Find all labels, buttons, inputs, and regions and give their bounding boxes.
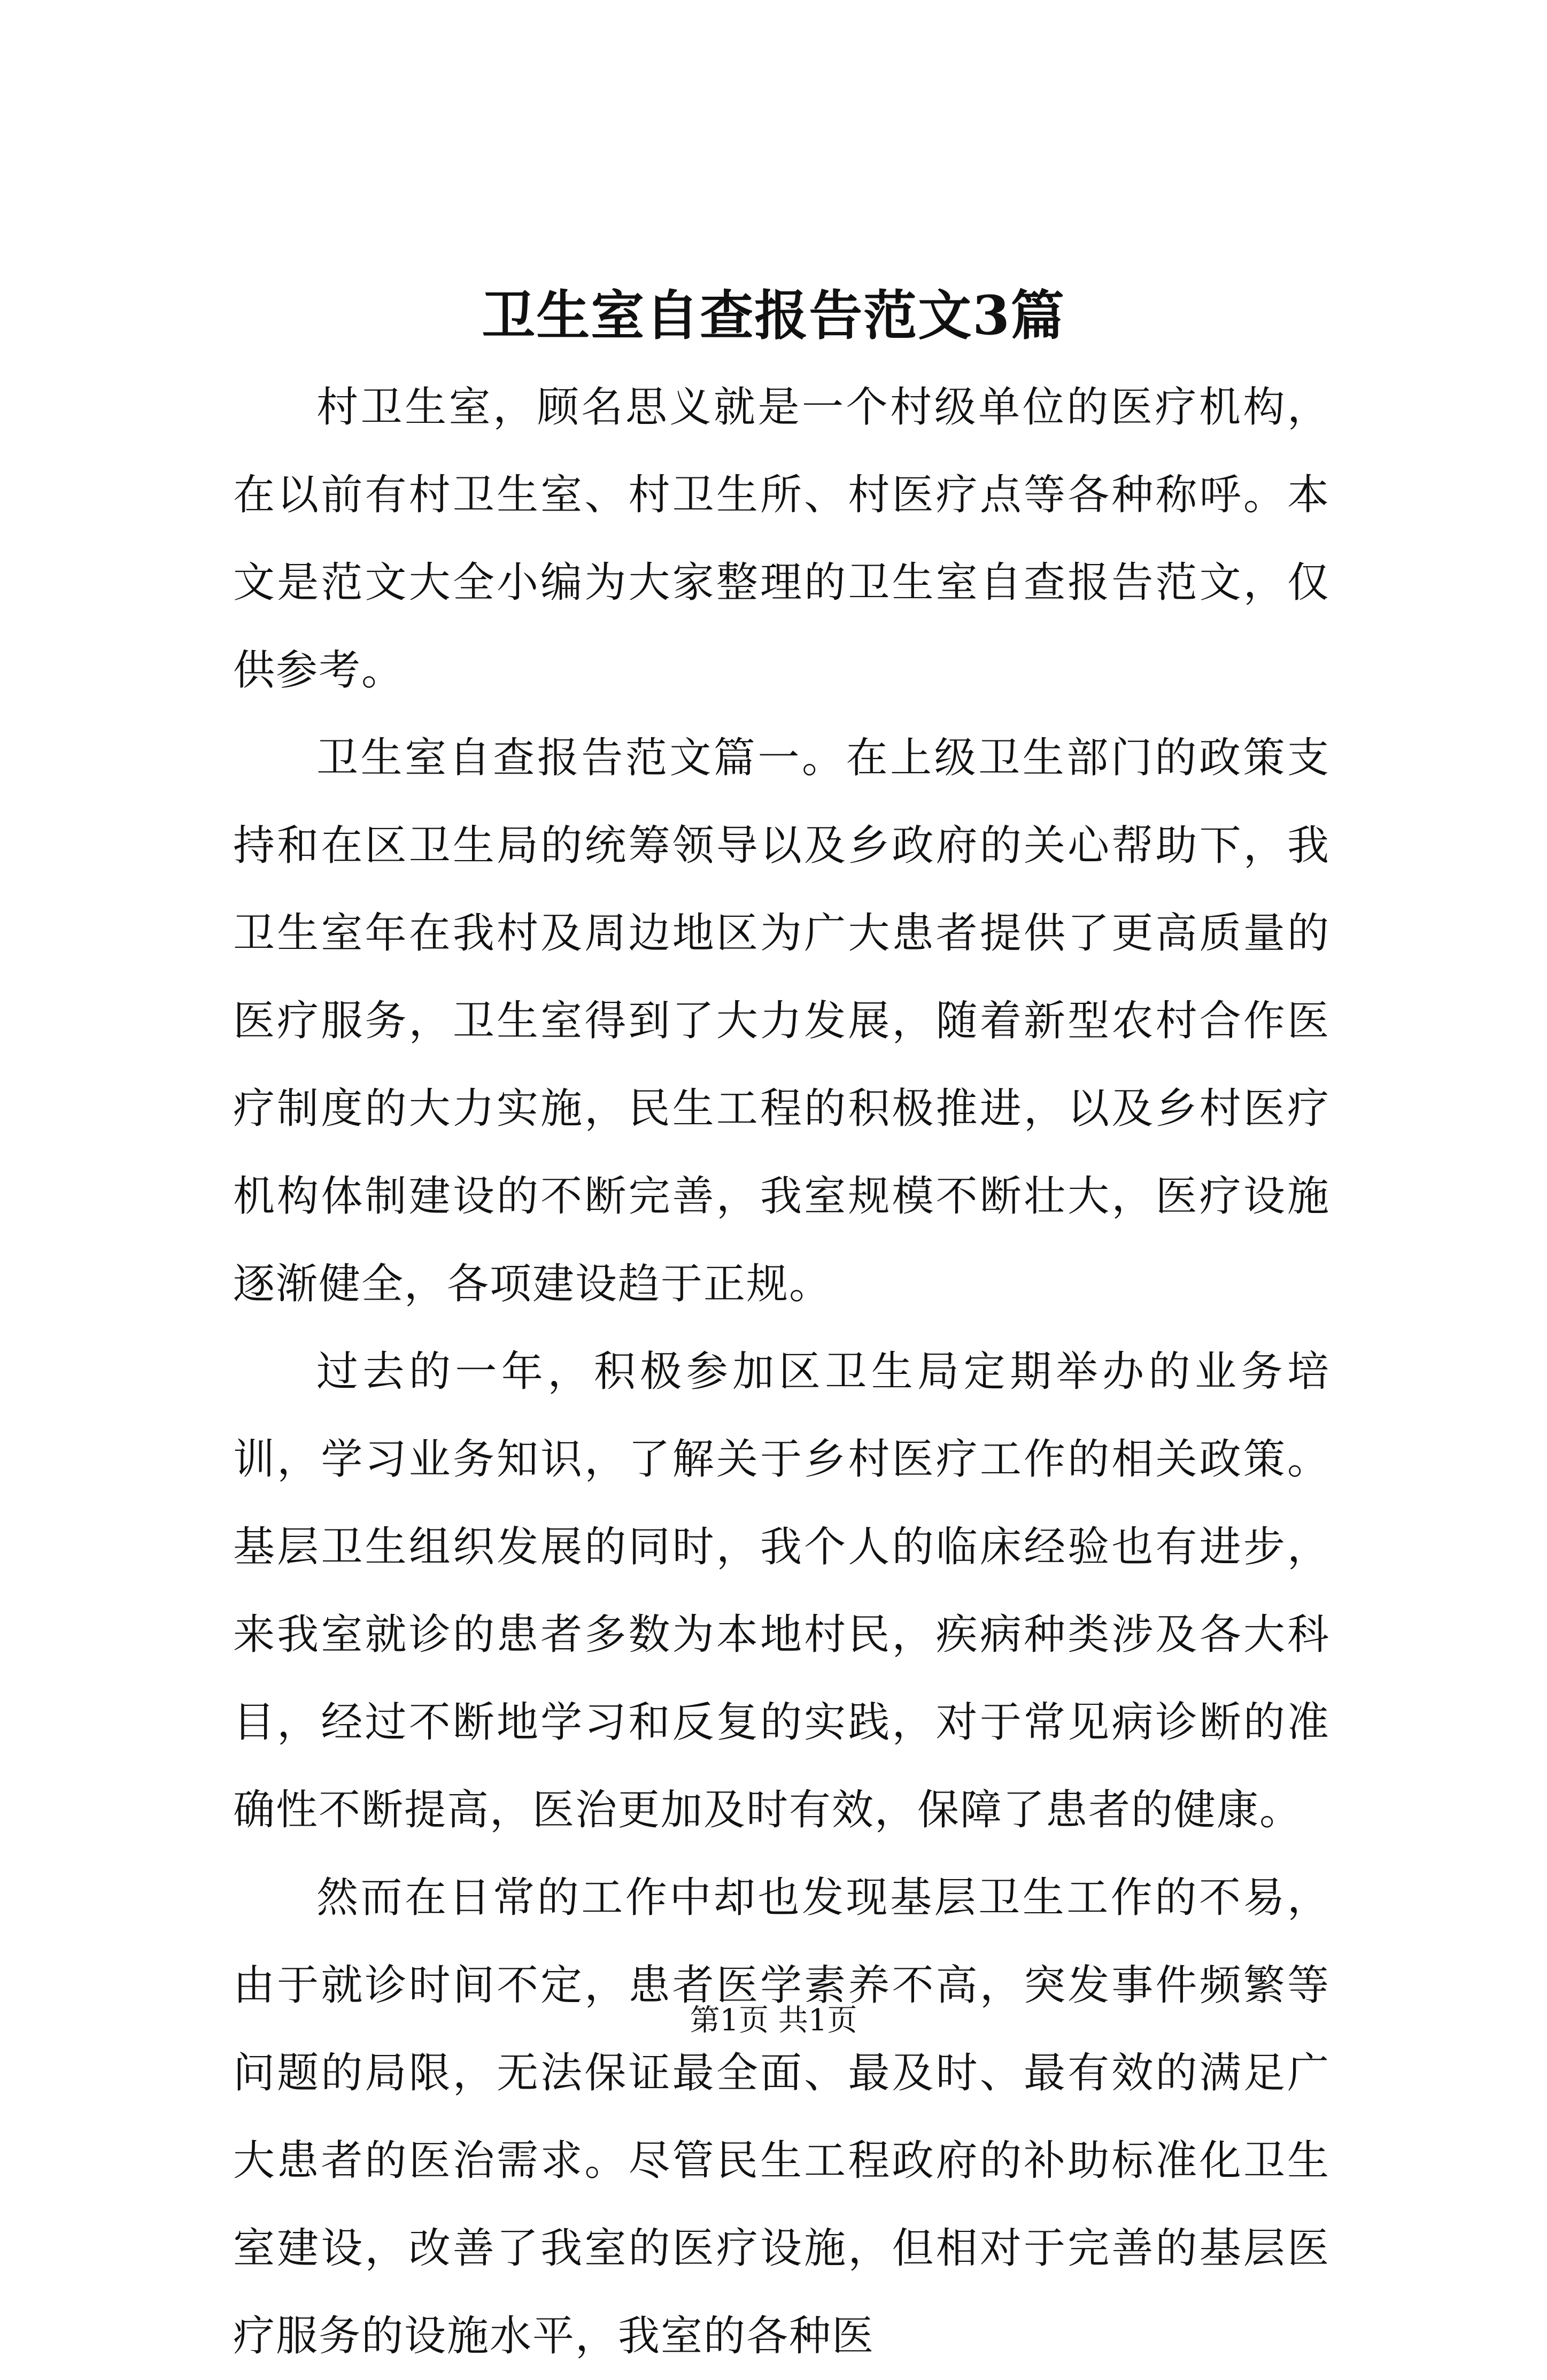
- document-body: [233, 364, 1330, 2380]
- page-footer: 第1页 共1页: [690, 2003, 857, 2038]
- paragraph-4: 然而在日常的工作中却也发现基层卫生工作的不易，由于就诊时间不定，患者医学素养不高，突发事件频繁等问题的局限，无法保证最全面、最及时、最有效的满足广大患者的医治需求。尽管民生工程政府的补助标准化卫生室建设，改善了我室的医疗设施，但相对于完善的基层医疗服务的设施水平，我室的各种医: [233, 1874, 1330, 2360]
- document-title: 卫生室自查报告范文3篇: [482, 284, 1065, 347]
- paragraph-3: 过去的一年，积极参加区卫生局定期举办的业务培训，学习业务知识，了解关于乡村医疗工作的相关政策。基层卫生组织发展的同时，我个人的临床经验也有进步，来我室就诊的患者多数为本地村民，疾病种类涉及各大科目，经过不断地学习和反复的实践，对于常见病诊断的准确性不断提高，医治更加及时有效，保障了患者的健康。: [233, 1348, 1330, 1834]
- paragraph-1: 村卫生室，顾名思义就是一个村级单位的医疗机构，在以前有村卫生室、村卫生所、村医疗点等各种称呼。本文是范文大全小编为大家整理的卫生室自查报告范文，仅供参考。: [233, 383, 1330, 694]
- paragraph-2: 卫生室自查报告范文篇一。在上级卫生部门的政策支持和在区卫生局的统筹领导以及乡政府的关心帮助下，我卫生室年在我村及周边地区为广大患者提供了更高质量的医疗服务，卫生室得到了大力发展，随着新型农村合作医疗制度的大力实施，民生工程的积极推进，以及乡村医疗机构体制建设的不断完善，我室规模不断壮大，医疗设施逐渐健全，各项建设趋于正规。: [233, 734, 1330, 1308]
